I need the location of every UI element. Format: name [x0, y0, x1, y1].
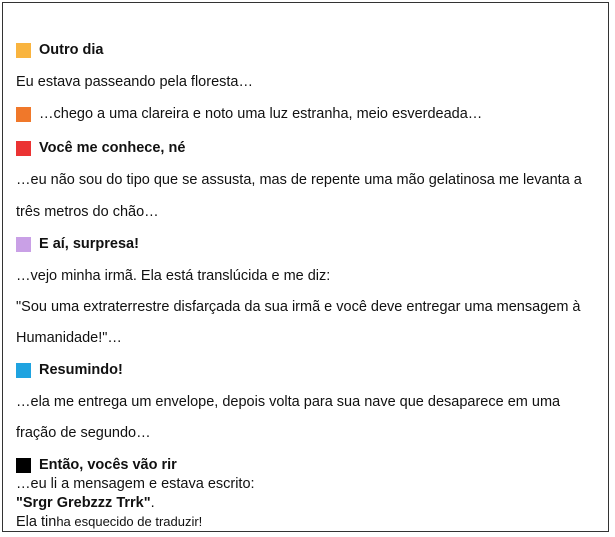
- story-line: Eu estava passeando pela floresta…: [16, 74, 253, 90]
- purple-square-icon: [16, 237, 31, 252]
- story-line: …vejo minha irmã. Ela está translúcida e me diz:: [16, 268, 331, 284]
- red-square-icon: [16, 141, 31, 156]
- section-heading-voces-vao-rir: [16, 456, 177, 474]
- story-line: fração de segundo…: [16, 425, 151, 441]
- final-line: [16, 513, 202, 531]
- story-line: …eu não sou do tipo que se assusta, mas de repente uma mão gelatinosa me levanta a: [16, 172, 582, 188]
- alien-message: "Srgr Grebzzz Trrk": [16, 495, 151, 511]
- section-heading-outro-dia: [16, 41, 103, 59]
- section-heading-surpresa: [16, 235, 139, 253]
- story-frame: [2, 2, 609, 532]
- blue-square-icon: [16, 363, 31, 378]
- heading-text: E aí, surpresa!: [39, 236, 139, 252]
- section-heading-resumindo: [16, 361, 123, 379]
- dark-orange-square-icon: [16, 107, 31, 122]
- heading-text: Então, vocês vão rir: [39, 457, 177, 473]
- story-line: Humanidade!"…: [16, 330, 122, 346]
- message-period: .: [150, 495, 155, 511]
- section-heading-voce-me-conhece: [16, 139, 185, 157]
- heading-text: Outro dia: [39, 42, 104, 58]
- final-text-start: Ela tin: [16, 514, 57, 530]
- section-heading-clareira: [16, 105, 482, 123]
- black-square-icon: [16, 458, 31, 473]
- heading-text: Você me conhece, né: [39, 140, 186, 156]
- heading-text: Resumindo!: [39, 362, 123, 378]
- story-line: …eu li a mensagem e estava escrito:: [16, 476, 255, 492]
- story-line: "Sou uma extraterrestre disfarçada da sua irmã e você deve entregar uma mensagem à: [16, 299, 581, 315]
- story-line: …ela me entrega um envelope, depois volta para sua nave que desaparece em uma: [16, 394, 561, 410]
- final-text-end: ha esquecido de traduzir!: [56, 514, 203, 529]
- message-line: [16, 494, 155, 512]
- story-line: …chego a uma clareira e noto uma luz estranha, meio esverdeada…: [39, 106, 483, 122]
- orange-square-icon: [16, 43, 31, 58]
- story-line: três metros do chão…: [16, 204, 159, 220]
